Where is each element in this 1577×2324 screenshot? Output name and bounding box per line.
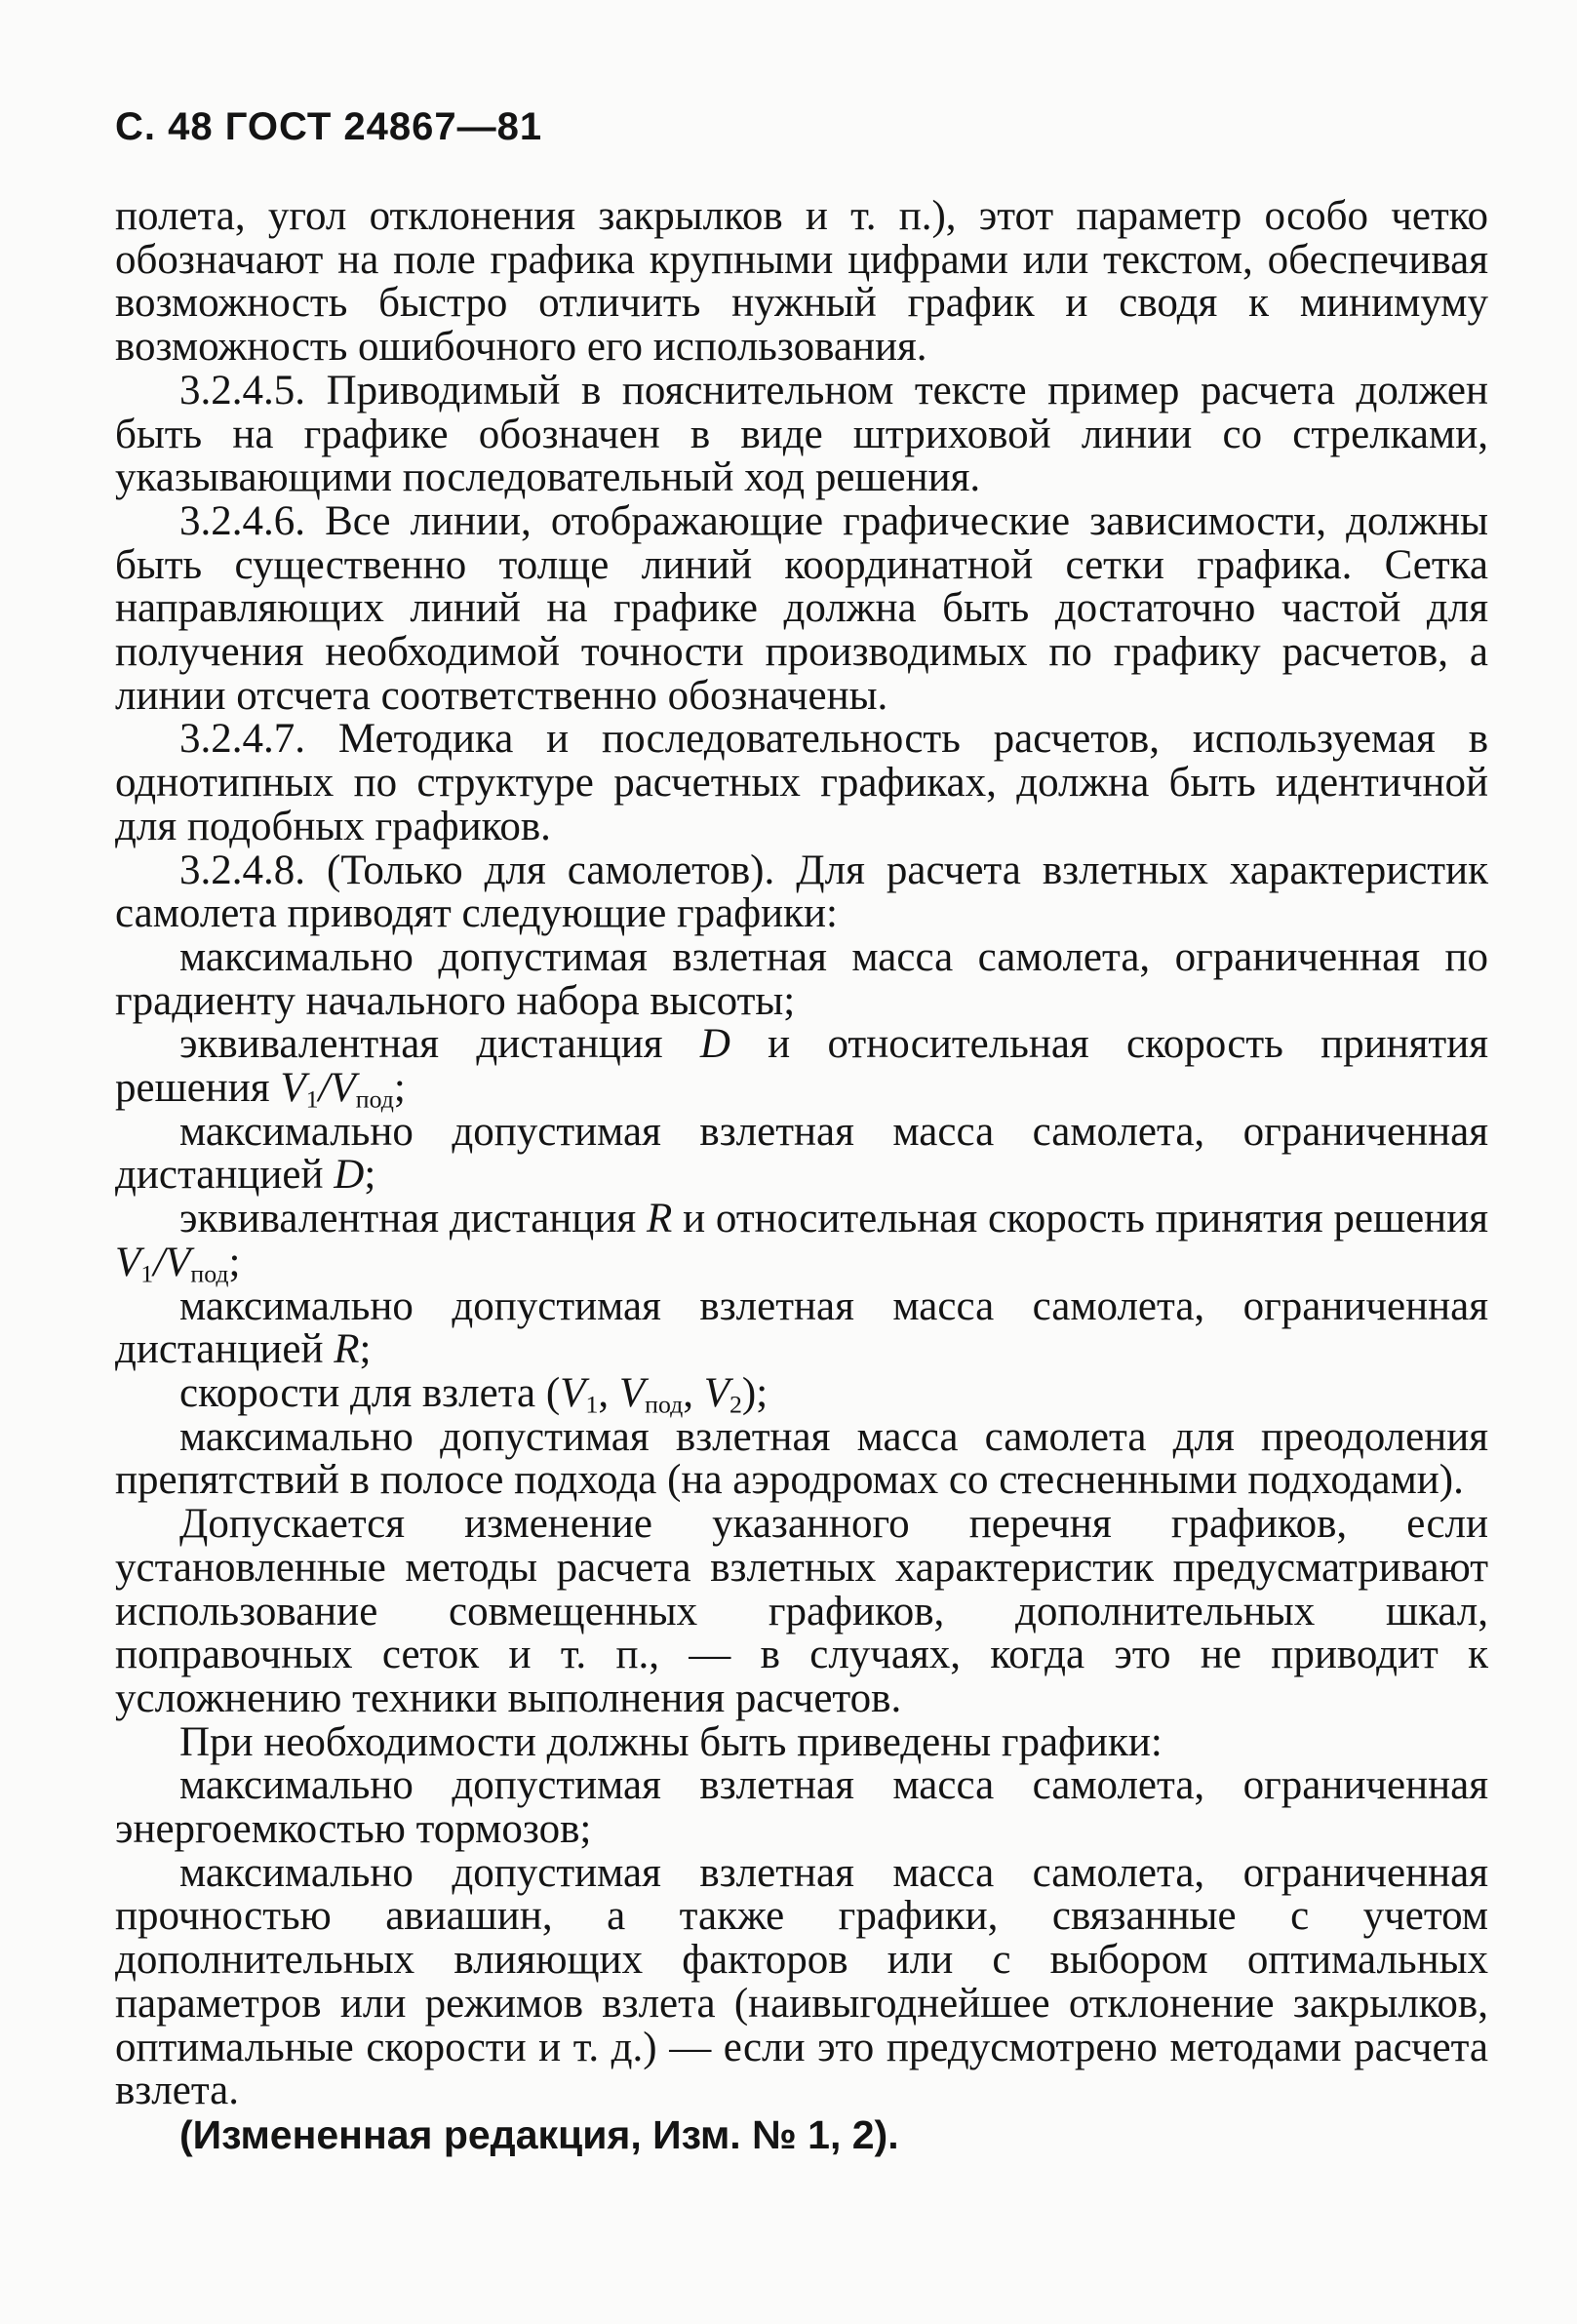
variable: V [703,1369,730,1416]
list-item-text: скорости для взлета ( [179,1369,561,1416]
subscript: 2 [729,1390,742,1419]
subscript: 1 [585,1390,599,1419]
variable: V [280,1065,306,1112]
fraction-slash: / [318,1065,331,1112]
list-item-text: и относительная скорость принятия решения [672,1196,1488,1242]
clause-3-2-4-7: 3.2.4.7. Методика и последовательность расчетов, используемая в однотипных по структуре расчетных графиках, должна быть идентичной для подобных графиков. [115,716,1488,849]
list-item [115,1369,1488,1419]
list-item-text: эквивалентная дистанция [179,1021,700,1068]
list-item-text: эквивалентная дистанция [179,1196,647,1242]
punctuation: ); [741,1369,769,1416]
punctuation: , [598,1369,619,1416]
list-item [115,1282,1488,1373]
list-item [115,1196,1488,1288]
variable: D [334,1152,365,1199]
fraction-slash: / [153,1239,166,1285]
list-item: максимально допустимая взлетная масса самолета, ограниченная по градиенту начального набора высоты; [115,933,1488,1024]
page-header: С. 48 ГОСТ 24867—81 [115,105,543,148]
list-item-text: максимально допустимая взлетная масса самолета, ограниченная дистанцией [115,1282,1488,1373]
list-item-text: максимально допустимая взлетная масса самолета, ограниченная дистанцией [115,1108,1488,1199]
variable: R [646,1196,673,1242]
variable: V [560,1369,586,1416]
subscript: под [645,1390,684,1419]
list-item [115,1108,1488,1199]
list-item: максимально допустимая взлетная масса самолета, ограниченная энергоемкостью тормозов; [115,1762,1488,1853]
list-item: максимально допустимая взлетная масса самолета для преодоления препятствий в полосе подхода (на аэродромах со стесненными подходами). [115,1413,1488,1504]
paragraph: Допускается изменение указанного перечня графиков, если установленные методы расчета взлетных характеристик предусматривают использование совмещенных графиков, дополнительных шкал, поправочных сеток и т. п., — в случаях, когда это не приводит к усложнению техники выполнения расчетов. [115,1501,1488,1721]
list-item [115,1021,1489,1114]
subscript: под [355,1084,394,1114]
clause-3-2-4-5: 3.2.4.5. Приводимый в пояснительном тексте пример расчета должен быть на графике обозначен в виде штриховой линии со стрелками, указывающими последовательный ход решения. [115,367,1488,501]
variable: R [334,1326,360,1373]
punctuation: , [683,1369,704,1416]
clause-3-2-4-8: 3.2.4.8. (Только для самолетов). Для расчета взлетных характеристик самолета приводят следующие графики: [115,847,1488,937]
amendment-note: (Измененная редакция, Изм. № 1, 2). [179,2111,899,2157]
paragraph-continuation: полета, угол отклонения закрылков и т. п.), этот параметр особо четко обозначают на поле графика крупными цифрами или текстом, обеспечивая возможность быстро отличить нужный график и сводя к минимуму возможность ошибочного его использования. [115,193,1488,371]
list-item: максимально допустимая взлетная масса самолета, ограниченная прочностью авиашин, а также графики, связанные с учетом дополнительных влияющих факторов или с выбором оптимальных параметров или режимов взлета (наивыгоднейшее отклонение закрылков, оптимальные скорости и т. д.) — если это предусмотрено методами расчета взлета. [115,1849,1488,2114]
clause-3-2-4-6: 3.2.4.6. Все линии, отображающие графические зависимости, должны быть существенно толще линий координатной сетки графика. Сетка направляющих линий на графике должна быть достаточно частой для получения необходимой точности производимых по графику расчетов, а линии отсчета соответственно обозначены. [115,497,1488,719]
punctuation: ; [359,1326,372,1373]
punctuation: ; [393,1065,406,1112]
variable: D [699,1021,730,1068]
subscript: под [190,1259,229,1288]
body-text [115,195,1488,2157]
paragraph: При необходимости должны быть приведены графики: [179,1718,1163,1765]
list-item-text: и относительная скорость принятия решения [115,1021,1489,1112]
punctuation: ; [228,1239,241,1285]
variable: V [165,1239,191,1285]
subscript: 1 [305,1084,319,1114]
variable: V [330,1065,356,1112]
punctuation: ; [364,1152,376,1199]
subscript: 1 [140,1259,154,1288]
variable: V [618,1369,646,1416]
variable: V [115,1239,141,1285]
